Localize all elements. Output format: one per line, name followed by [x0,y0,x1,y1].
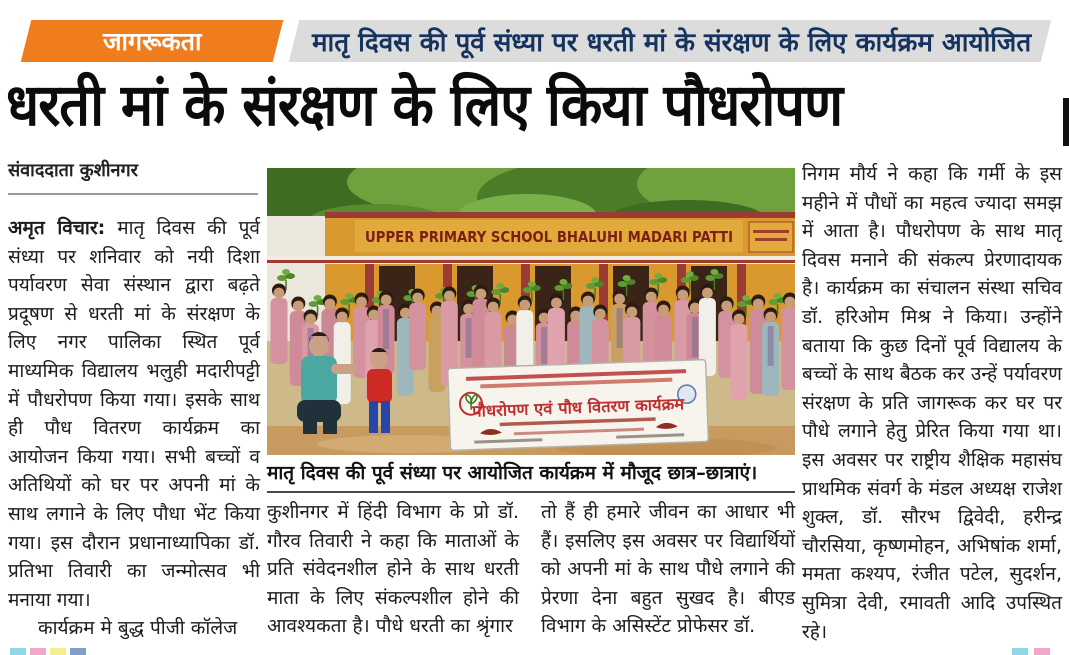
adjacent-column-sliver [1063,98,1069,146]
article-photo [267,168,795,455]
body-paragraph [8,214,260,614]
article-headline: धरती मां के संरक्षण के लिए किया पौधरोपण [6,71,843,140]
registration-mark-magenta [30,648,46,655]
kicker-badge [21,20,283,62]
kicker-strap-text: मातृ दिवस की पूर्व संध्या पर धरती मां के संरक्षण के लिए कार्यक्रम आयोजित [312,28,1032,58]
body-paragraph: कार्यक्रम मे बुद्ध पीजी कॉलेज [38,617,238,640]
school-sign-text: UPPER PRIMARY SCHOOL BHALUHI MADARI PATTI [365,228,733,246]
banner-title: पौधरोपण एवं पौध वितरण कार्यक्रम [471,394,678,421]
registration-mark-cyan [10,648,26,655]
kicker-strap [289,20,1051,62]
lead-paragraph-text: मातृ दिवस की पूर्व संध्या पर शनिवार को नयी दिशा पर्यावरण सेवा संस्थान द्वारा बढ़ते प्रदूषण से धरती मां के संरक्षण के लिए नगर पालिका स्थित पूर्व माध्यमिक विद्यालय भलुही मदारीपट्टी में पौधरोपण किया गया। इसके साथ ही पौध वितरण कार्यक्रम का आयोजन किया गया। सभी बच्चों व अतिथियों को घर पर अपनी मां के साथ लगाने के लिए पौधा भेंट किया गया। इस दौरान प्रधानाध्यापिका डॉ. प्रतिभा तिवारी का जन्मोत्सव भी मनाया गया। [8,217,260,611]
kicker-badge-label: जागरूकता [102,27,202,56]
registration-mark-yellow [50,648,66,655]
registration-mark-blue [70,648,86,655]
column-mid-right: तो हैं ही हमारे जीवन का आधार भी हैं। इसलिए इस अवसर पर विद्यार्थियों को अपनी मां के साथ पौधे लगाने की प्रेरणा देना बहुत सुखद है। बीएड विभाग के असिस्टेंट प्रोफेसर डॉ. [541,501,795,638]
byline-rule [8,193,258,195]
caption-rule [267,491,795,493]
photo-illustration [267,168,795,455]
lead-label: अमृत विचार: [8,217,106,239]
registration-mark-magenta [1034,648,1050,655]
photo-caption: मातृ दिवस की पूर्व संध्या पर आयोजित कार्यक्रम में मौजूद छात्र–छात्राएं। [267,462,758,484]
column-mid-left: कुशीनगर में हिंदी विभाग के प्रो डॉ. गौरव तिवारी ने कहा कि माताओं के प्रति संवेदनशील होने के साथ धरती माता के लिए संकल्पशील होने की आवश्यकता है। पौधे धरती का श्रृंगार [267,501,519,638]
column-right: निगम मौर्य ने कहा कि गर्मी के इस महीने में पौधों का महत्व ज्यादा समझ में आता है। पौधरोपण के साथ मातृ दिवस मनाने की संकल्प प्रेरणादायक है। कार्यक्रम का संचालन संस्था सचिव डॉ. हरिओम मिश्र ने किया। उन्होंने बताया कि कुछ दिनों पूर्व विद्यालय के बच्चों के साथ बैठक कर उन्हें पर्यावरण संरक्षण के प्रति जागरूक कर घर पर पौधे लगाने हेतु प्रेरित किया गया था। इस अवसर पर राष्ट्रीय शैक्षिक महासंघ प्राथमिक संवर्ग के मंडल अध्यक्ष राजेश शुक्ल, डॉ. सौरभ द्विवेदी, हरीन्द्र चौरसिया, कृष्णमोहन, अभिषांक शर्मा, ममता कश्यप, रंजीत पटेल, सुदर्शन, सुमित्रा देवी, रमावती आदि उपस्थित रहे। [802,163,1062,643]
byline: संवाददाता कुशीनगर [8,160,139,181]
event-banner [448,359,709,450]
column-left [8,214,260,643]
registration-mark-cyan [1012,648,1028,655]
